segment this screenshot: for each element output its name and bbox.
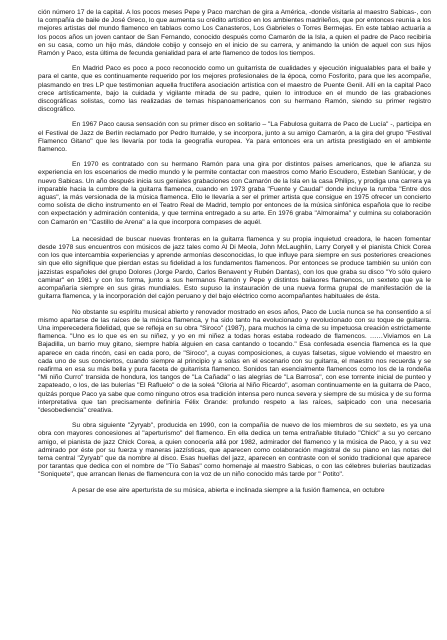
paragraph-8: A pesar de ese aire aperturista de su música, abierta e inclinada siempre a la fusión flamenca, en octubre: [72, 486, 385, 494]
paragraph-4: En 1970 es contratado con su hermano Ramón para una gira por distintos países americanos, que le afianza su experiencia en los escenarios de medio mundo y le permite contactar con maestros como Mario Escudero, Esteban Sanlúcar, y de nuevo Sabicas. Un año después inicia sus geniales grabaciones con Camarón de la Isla en la casa Philips, y prodiga una carrera ya imparable hacia la cumbre de la guitarra flamenca, cuando en 1973 graba "Fuente y Caudal" donde incluye la rumba "Entre dos aguas", la más versionada de la música flamenca. Ello le llevaría a ser el primer artista que consigue en 1975 ofrecer un concierto como solista de dicho instrumento en el Teatro Real de Madrid, templo por entonces de la música sinfónica española que lo recibe con expectación y admiración contenida, y que termina entregado a su arte. En 1976 graba "Almoraima" y culmina su colaboración con Camarón en "Castillo de Arena" a la que incorpora compases de aquél.: [38, 161, 431, 226]
paragraph-1: ción número 17 de la capital. A los pocos meses Pepe y Paco marchan de gira a América, -donde visitaría al maestro Sabicas-, con la compañía de baile de José Greco, lo que aumenta su crédito artístico en los ambientes madrileños, que por entonces reunía a los mejores artistas del mundo flamenco en tablaos como Los Canasteros, Los Gabrieles o Torres Bermejas. En este tablao actuaría a los pocos años un joven cantaor de San Fernando, conocido después como Camarón de la Isla, a quien el padre de Paco recibiría en su casa, como un hijo más, dándole cobijo y consejo en el inicio de su carrera, y animando la unión de aquel con sus hijos Ramón y Paco, esta última de fecunda genialidad para el arte flamenco de todos los tiempos.: [38, 9, 431, 58]
paragraph-7: Su obra siguiente "Zyryab", producida en 1990, con la compañía de nuevo de los miembros de su sexteto, es ya una obra con mayores concesiones al "aperturismo" del flamenco. En ella dedica un tema entrañable titulado "Chick" a su yo cercano amigo, el pianista de jazz Chick Corea, a quien conocería allá por 1982, admirador del flamenco y la música de Paco, y a su vez admirado por éste por su fuerza y maneras jazzísticas, que aparecen como colaboración magistral de su piano en las notas del tema central "Zyryab" que da nombre al disco. Esas huellas del jazz, aparecen en contraste con el sonido tradicional que aparece por tarantas que dedica con el nombre de "Tío Sabas" como homenaje al maestro Sabicas, o con las célebres bulerías bautizadas "Soniquete", que arrancan llenas de flamencura con la voz de un niño conocido más tarde por " Potito".: [38, 422, 431, 479]
paragraph-5: La necesidad de buscar nuevas fronteras en la guitarra flamenca y su propia inquietud creadora, le hacen fomentar desde 1978 sus encuentros con músicos de jazz tales como Al Di Meola, John McLaughlin, Larry Coryell y el pianista Chick Corea con los que intercambia experiencias y aprende armonías desconocidas, lo que influye para siempre en sus posteriores creaciones sin que ello signifique que pierdan estas su fidelidad a los fundamentos flamencos. Por entonces se produce también su unión con jazzistas españoles del grupo Dolores (Jorge Pardo, Carlos Benavent y Rubén Dantas), con los que graba su disco "Yo sólo quiero caminar" en 1981 y con los forma, junto a sus hermanos Ramón y Pepe y distintos bailaores flamencos, un sexteto que ya le acompañaría siempre en sus giras mundiales. Esto supuso la instauración de una nueva forma grupal de manifestación de la guitarra flamenca, y la incorporación del cajón peruano y del bajo eléctrico como acompañantes habituales de ésta.: [38, 235, 431, 301]
paragraph-3: En 1967 Paco causa sensación con su primer disco en solitario – "La Fabulosa guitarra de Paco de Lucía" -, participa en el Festival de Jazz de Berlín reclamado por Pedro Iturralde, y se incorpora, junto a su amigo Camarón, a la gira del grupo "Festival Flamenco Gitano" que les llevaría por toda la geografía europea. Ya para entonces era un artista prestigiado en el ambiente flamenco.: [38, 121, 431, 154]
paragraph-6: No obstante su espíritu musical abierto y renovador mostrado en esos años, Paco de Lucía nunca se ha consentido a sí mismo apartarse de las raíces de la música flamenca, y ha sido tanto ha evolucionado y revolucionado con su toque de guitarra. Una imperecedera fidelidad, que se refleja en su obra "Siroco" (1987), para muchos la cima de su ímpetuosa creación estrictamente flamenca. "Uno es lo que es en su niñez, y yo en mi niñez a todas horas estaba rodeado de flamencos. ……Viviamos en La Bajadilla, un barrio muy gitano, siempre había alguien en casa cantando o tocando." Esa confesada esencia flamenca es la que aparece en cada rincón, casi en cada poro, de "Siroco", a cuyas composiciones, a cuyas falsetas, sigue volviendo el maestro en cada uno de sus conciertos, cuando siempre al principio y a solas en el escenario con su guitarra, el maestro nos recuerda y se reafirma en esa su más bella y pura faceta de guitarrista flamenco. Sonidos tan esencialmente flamencos como los de la rondeña "Mi niño Curro" transida de hondura, los tangos de "La Cañada" o las alegrías de "La Barrosa", con ese torrente inicial de punteo y zapateado, o los, de las bulerías "El Rafluelo" o de la soleá "Gloria al Niño Ricardo", asoman continuamente en la guitarra de Paco, quizás porque Paco ya sabe que como ninguno otros esa tradición intensa pero nunca severa y siempre de su música y de su forma interpretativa que tan precisamente definiría Félix Grande: profundo respeto a las raíces, salpicado con una necesaria "desobediencia" creativa.: [38, 308, 431, 414]
paragraph-2: En Madrid Paco es poco a poco reconocido como un guitarrista de cualidades y ejecución inigualables para el baile y para el cante, que es continuamente requerido por los mejores profesionales de la época, como Fosforito, para que les acompañe, plasmando en tres LP que testimonian aquella fructífera asociación artística con el maestro de Puente Genil. Allí en la capital Paco crece artísticamente, bajo la cuidada y vigilante mirada de su padre, quien lo introduce en el mundo de las grabaciones discográficas solistas, como las realizadas de temas hispanoamericanos con su hermano Ramón, siendo su primer registro discográfico.: [38, 65, 431, 114]
